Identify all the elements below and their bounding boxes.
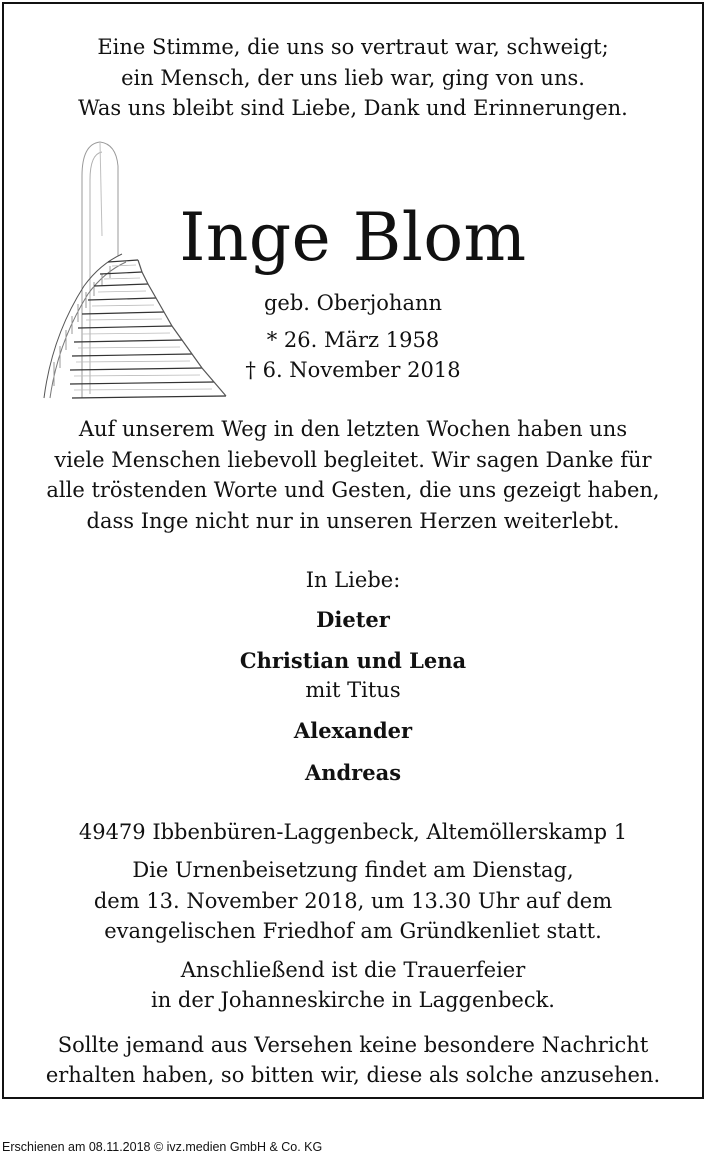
burial-line-1: Die Urnenbeisetzung findet am Dienstag, [132, 858, 574, 882]
deceased-name: Inge Blom [179, 199, 527, 276]
verse-line-1: Eine Stimme, die uns so vertraut war, schweigt; [97, 35, 609, 59]
thanks-line-3: alle tröstenden Worte und Gesten, die uns gezeigt haben, [46, 478, 660, 502]
family-member-andreas: Andreas [304, 760, 402, 785]
verse-line-3: Was uns bleibt sind Liebe, Dank und Erinnerungen. [78, 96, 628, 120]
verse-line-2: ein Mensch, der uns lieb war, ging von uns. [121, 66, 585, 90]
family-member-dieter: Dieter [316, 607, 390, 632]
family-member-alexander: Alexander [293, 718, 413, 743]
death-date: † 6. November 2018 [245, 358, 461, 382]
service-line-1: Anschließend ist die Trauerfeier [180, 958, 526, 982]
thanks-line-4: dass Inge nicht nur in unseren Herzen weiterlebt. [86, 509, 620, 533]
note-line-1: Sollte jemand aus Versehen keine besondere Nachricht [57, 1033, 649, 1057]
maiden-name: geb. Oberjohann [263, 291, 443, 315]
burial-line-3: evangelischen Friedhof am Gründkenliet statt. [104, 919, 602, 943]
family-member-note: mit Titus [305, 678, 401, 702]
thanks-line-2: viele Menschen liebevoll begleitet. Wir sagen Danke für [54, 448, 652, 472]
family-member-christian-lena: Christian und Lena [239, 648, 467, 673]
service-line-2: in der Johanneskirche in Laggenbeck. [151, 988, 555, 1012]
publication-footer: Erschienen am 08.11.2018 © ivz.medien GmbH & Co. KG [2, 1140, 323, 1154]
obituary-notice [2, 2, 704, 1099]
family-intro: In Liebe: [305, 568, 401, 592]
family-address: 49479 Ibbenbüren-Laggenbeck, Altemöllerskamp 1 [78, 820, 628, 844]
burial-line-2: dem 13. November 2018, um 13.30 Uhr auf dem [93, 889, 613, 913]
thanks-line-1: Auf unserem Weg in den letzten Wochen haben uns [78, 417, 628, 441]
note-line-2: erhalten haben, so bitten wir, diese als solche anzusehen. [45, 1063, 661, 1087]
birth-date: * 26. März 1958 [266, 328, 440, 352]
